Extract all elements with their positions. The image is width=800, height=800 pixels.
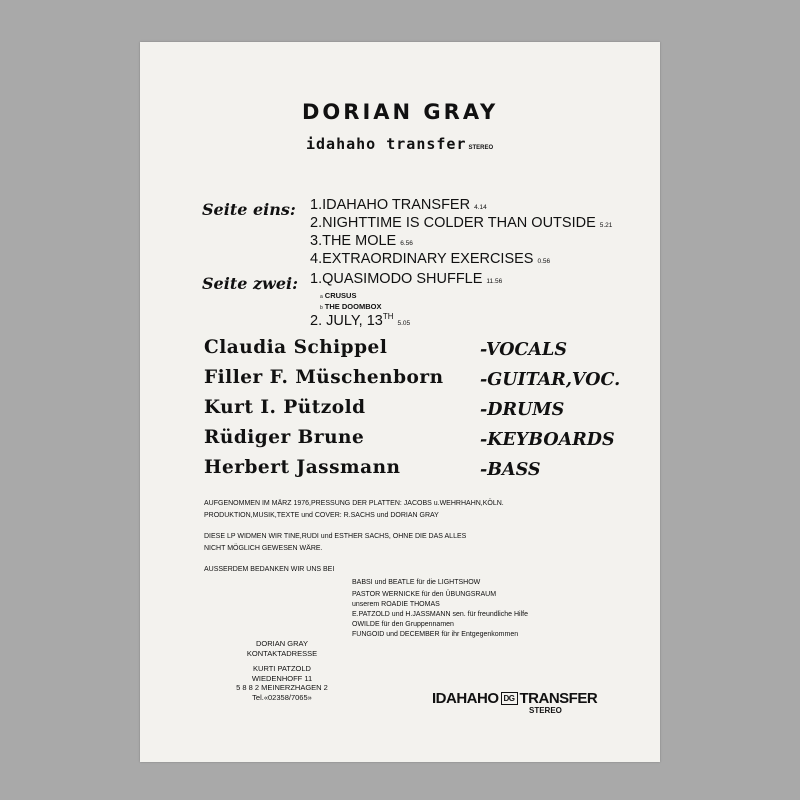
subtrack-index: a: [320, 294, 323, 300]
track-title-superscript: TH: [382, 312, 394, 321]
logo-left-text: IDAHAHO: [432, 690, 499, 707]
track-title: 4.EXTRAORDINARY EXERCISES: [310, 251, 534, 267]
contact-line: 5 8 8 2 MEINERZHAGEN 2: [236, 683, 328, 692]
contact-line: Tel.«02358/7065»: [252, 692, 312, 702]
track-row: [310, 215, 612, 231]
track-title: 1.IDAHAHO TRANSFER: [310, 197, 471, 213]
dg-logo-mark: DG: [501, 692, 518, 705]
track-row: [310, 251, 550, 267]
track-duration: 11.56: [486, 278, 503, 285]
credits-production: PRODUKTION,MUSIK,TEXTE und COVER: R.SACHS und DORIAN GRAY: [204, 512, 439, 519]
thanks-line: E.PATZOLD und H.JASSMANN sen. für freundliche Hilfe: [352, 611, 528, 618]
track-row: [310, 233, 413, 249]
album-title: idahaho transfer: [306, 135, 467, 153]
member-name: Rüdiger Brune: [204, 427, 365, 448]
side-one-label: Seite eins:: [202, 200, 296, 219]
contact-line: KURTI PATZOLD: [253, 664, 311, 673]
thanks-line: BABSI und BEATLE für die LIGHTSHOW: [352, 579, 481, 586]
member-role: -VOCALS: [480, 340, 567, 360]
credits-dedication: NICHT MÖGLICH GEWESEN WÄRE.: [204, 545, 323, 552]
track-duration: 4.14: [474, 204, 487, 211]
track-duration: 6.56: [400, 240, 413, 247]
track-duration: 5.05: [397, 319, 411, 327]
member-role: -KEYBOARDS: [480, 430, 615, 450]
track-row: [310, 197, 487, 213]
stereo-label: STEREO: [468, 145, 494, 151]
subtrack-title: THE DOOMBOX: [324, 302, 382, 311]
contact-address: [222, 639, 342, 702]
credits-recorded: AUFGENOMMEN IM MÄRZ 1976,PRESSUNG DER PLATTEN: JACOBS u.WEHRHAHN,KÖLN.: [204, 500, 504, 507]
member-role: -DRUMS: [480, 400, 565, 420]
track-title: 2. JULY, 13: [310, 312, 383, 329]
thanks-line: OWILDE für den Gruppennamen: [352, 621, 454, 628]
contact-line: KONTAKTADRESSE: [246, 648, 318, 658]
track-row: [310, 312, 410, 329]
member-role: -GUITAR,VOC.: [480, 370, 621, 390]
member-name: Claudia Schippel: [204, 337, 388, 358]
member-role: -BASS: [480, 460, 541, 480]
logo-stereo-label: STEREO: [529, 706, 562, 715]
track-title: 1.QUASIMODO SHUFFLE: [310, 271, 483, 287]
member-name: Filler F. Müschenborn: [204, 367, 444, 388]
logo-right-text: TRANSFER: [519, 690, 598, 707]
contact-line: WIEDENHOFF 11: [251, 673, 313, 683]
thanks-line: PASTOR WERNICKE für den ÜBUNGSRAUM: [352, 591, 497, 598]
member-name: Herbert Jassmann: [204, 457, 401, 478]
thanks-line: unserem ROADIE THOMAS: [352, 601, 440, 608]
thanks-line: FUNGOID und DECEMBER für ihr Entgegenkommen: [352, 631, 519, 638]
liner-notes-sheet: [140, 42, 660, 762]
credits-dedication: DIESE LP WIDMEN WIR TINE,RUDI und ESTHER SACHS, OHNE DIE DAS ALLES: [204, 533, 467, 540]
band-title: DORIAN GRAY: [302, 100, 499, 124]
idahaho-transfer-logo: [432, 690, 602, 718]
subtrack-title: CRUSUS: [324, 291, 357, 300]
track-duration: 0.56: [537, 258, 551, 265]
subtrack-row: [320, 302, 381, 311]
track-duration: 5.21: [599, 222, 613, 229]
album-title-line: [306, 135, 493, 154]
track-title: 3.THE MOLE: [310, 233, 397, 249]
logo-wordmark: [432, 690, 597, 707]
credits-thanks-intro: AUSSERDEM BEDANKEN WIR UNS BEI: [204, 566, 335, 573]
track-title: 2.NIGHTTIME IS COLDER THAN OUTSIDE: [310, 215, 596, 231]
subtrack-index: b: [320, 305, 323, 311]
subtrack-row: [320, 291, 356, 300]
side-two-label: Seite zwei:: [202, 274, 298, 293]
member-name: Kurt I. Pützold: [204, 397, 366, 418]
track-row: [310, 271, 502, 287]
contact-line: DORIAN GRAY: [256, 639, 308, 648]
